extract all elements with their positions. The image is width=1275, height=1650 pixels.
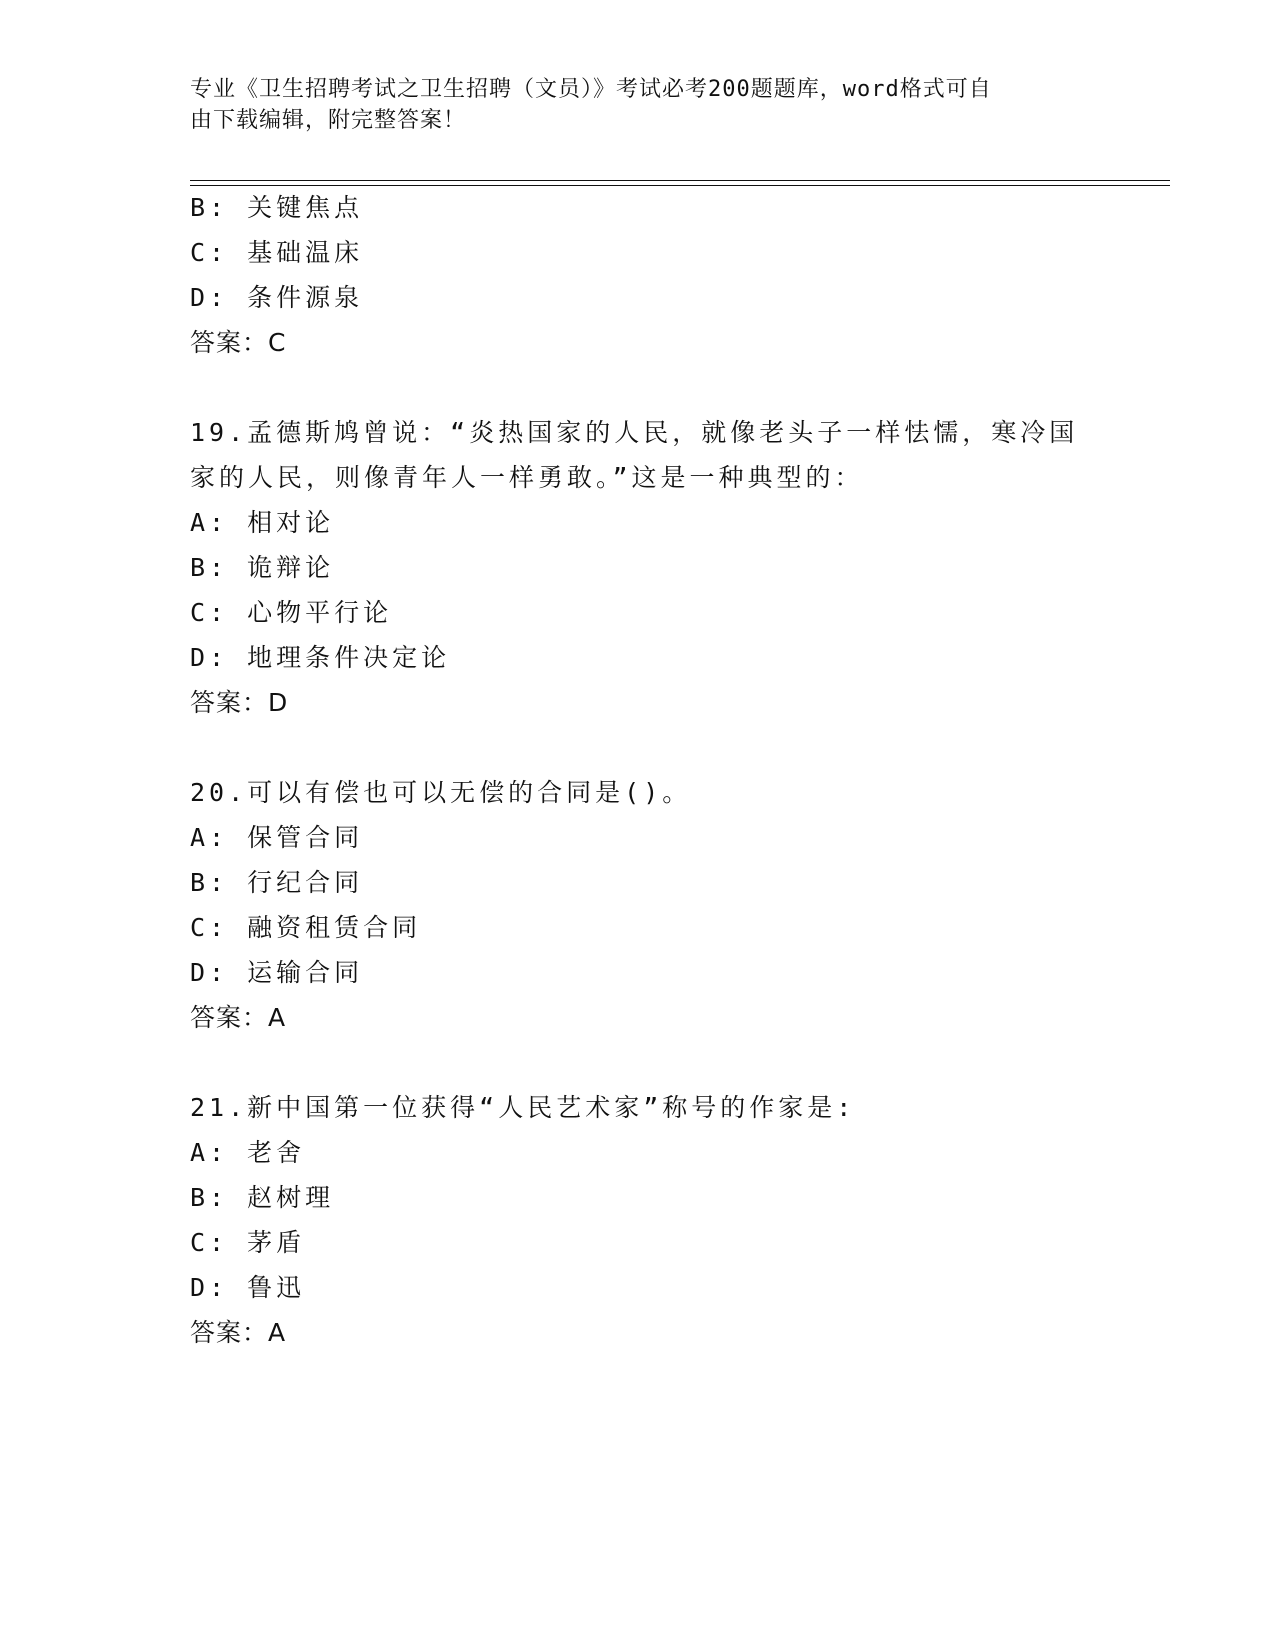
q20-option-b: B: 行纪合同 — [190, 868, 364, 897]
q18-option-b: B: 关键焦点 — [190, 193, 364, 222]
q19-stem-line-1: 19.孟德斯鸠曾说：“炎热国家的人民，就像老头子一样怯懦，寒冷国 — [190, 418, 1079, 447]
q19-option-d: D: 地理条件决定论 — [190, 643, 451, 672]
q21-option-d: D: 鲁迅 — [190, 1273, 306, 1302]
q20-option-a: A: 保管合同 — [190, 823, 364, 852]
q21-stem: 21.新中国第一位获得“人民艺术家”称号的作家是: — [190, 1093, 856, 1122]
header-line-1: 专业《卫生招聘考试之卫生招聘（文员）》考试必考200题题库，word格式可自 — [190, 77, 992, 102]
q21-option-a: A: 老舍 — [190, 1138, 306, 1167]
header-divider-bottom — [190, 185, 1170, 186]
q20-stem: 20.可以有偿也可以无偿的合同是()。 — [190, 778, 692, 807]
q18-option-d: D: 条件源泉 — [190, 283, 364, 312]
q19-option-c: C: 心物平行论 — [190, 598, 393, 627]
q19-option-b: B: 诡辩论 — [190, 553, 335, 582]
q21-answer: 答案：A — [190, 1318, 287, 1347]
header-divider-top — [190, 180, 1170, 181]
q19-option-a: A: 相对论 — [190, 508, 335, 537]
q19-stem-line-2: 家的人民，则像青年人一样勇敢。”这是一种典型的： — [190, 463, 864, 492]
header-line-2: 由下载编辑，附完整答案！ — [190, 108, 467, 133]
q20-option-c: C: 融资租赁合同 — [190, 913, 422, 942]
q20-option-d: D: 运输合同 — [190, 958, 364, 987]
document-header — [190, 74, 1070, 136]
q18-option-c: C: 基础温床 — [190, 238, 364, 267]
q21-option-b: B: 赵树理 — [190, 1183, 335, 1212]
q21-option-c: C: 茅盾 — [190, 1228, 306, 1257]
q20-answer: 答案：A — [190, 1003, 287, 1032]
q19-answer: 答案：D — [190, 688, 289, 717]
q18-answer: 答案：C — [190, 328, 287, 357]
